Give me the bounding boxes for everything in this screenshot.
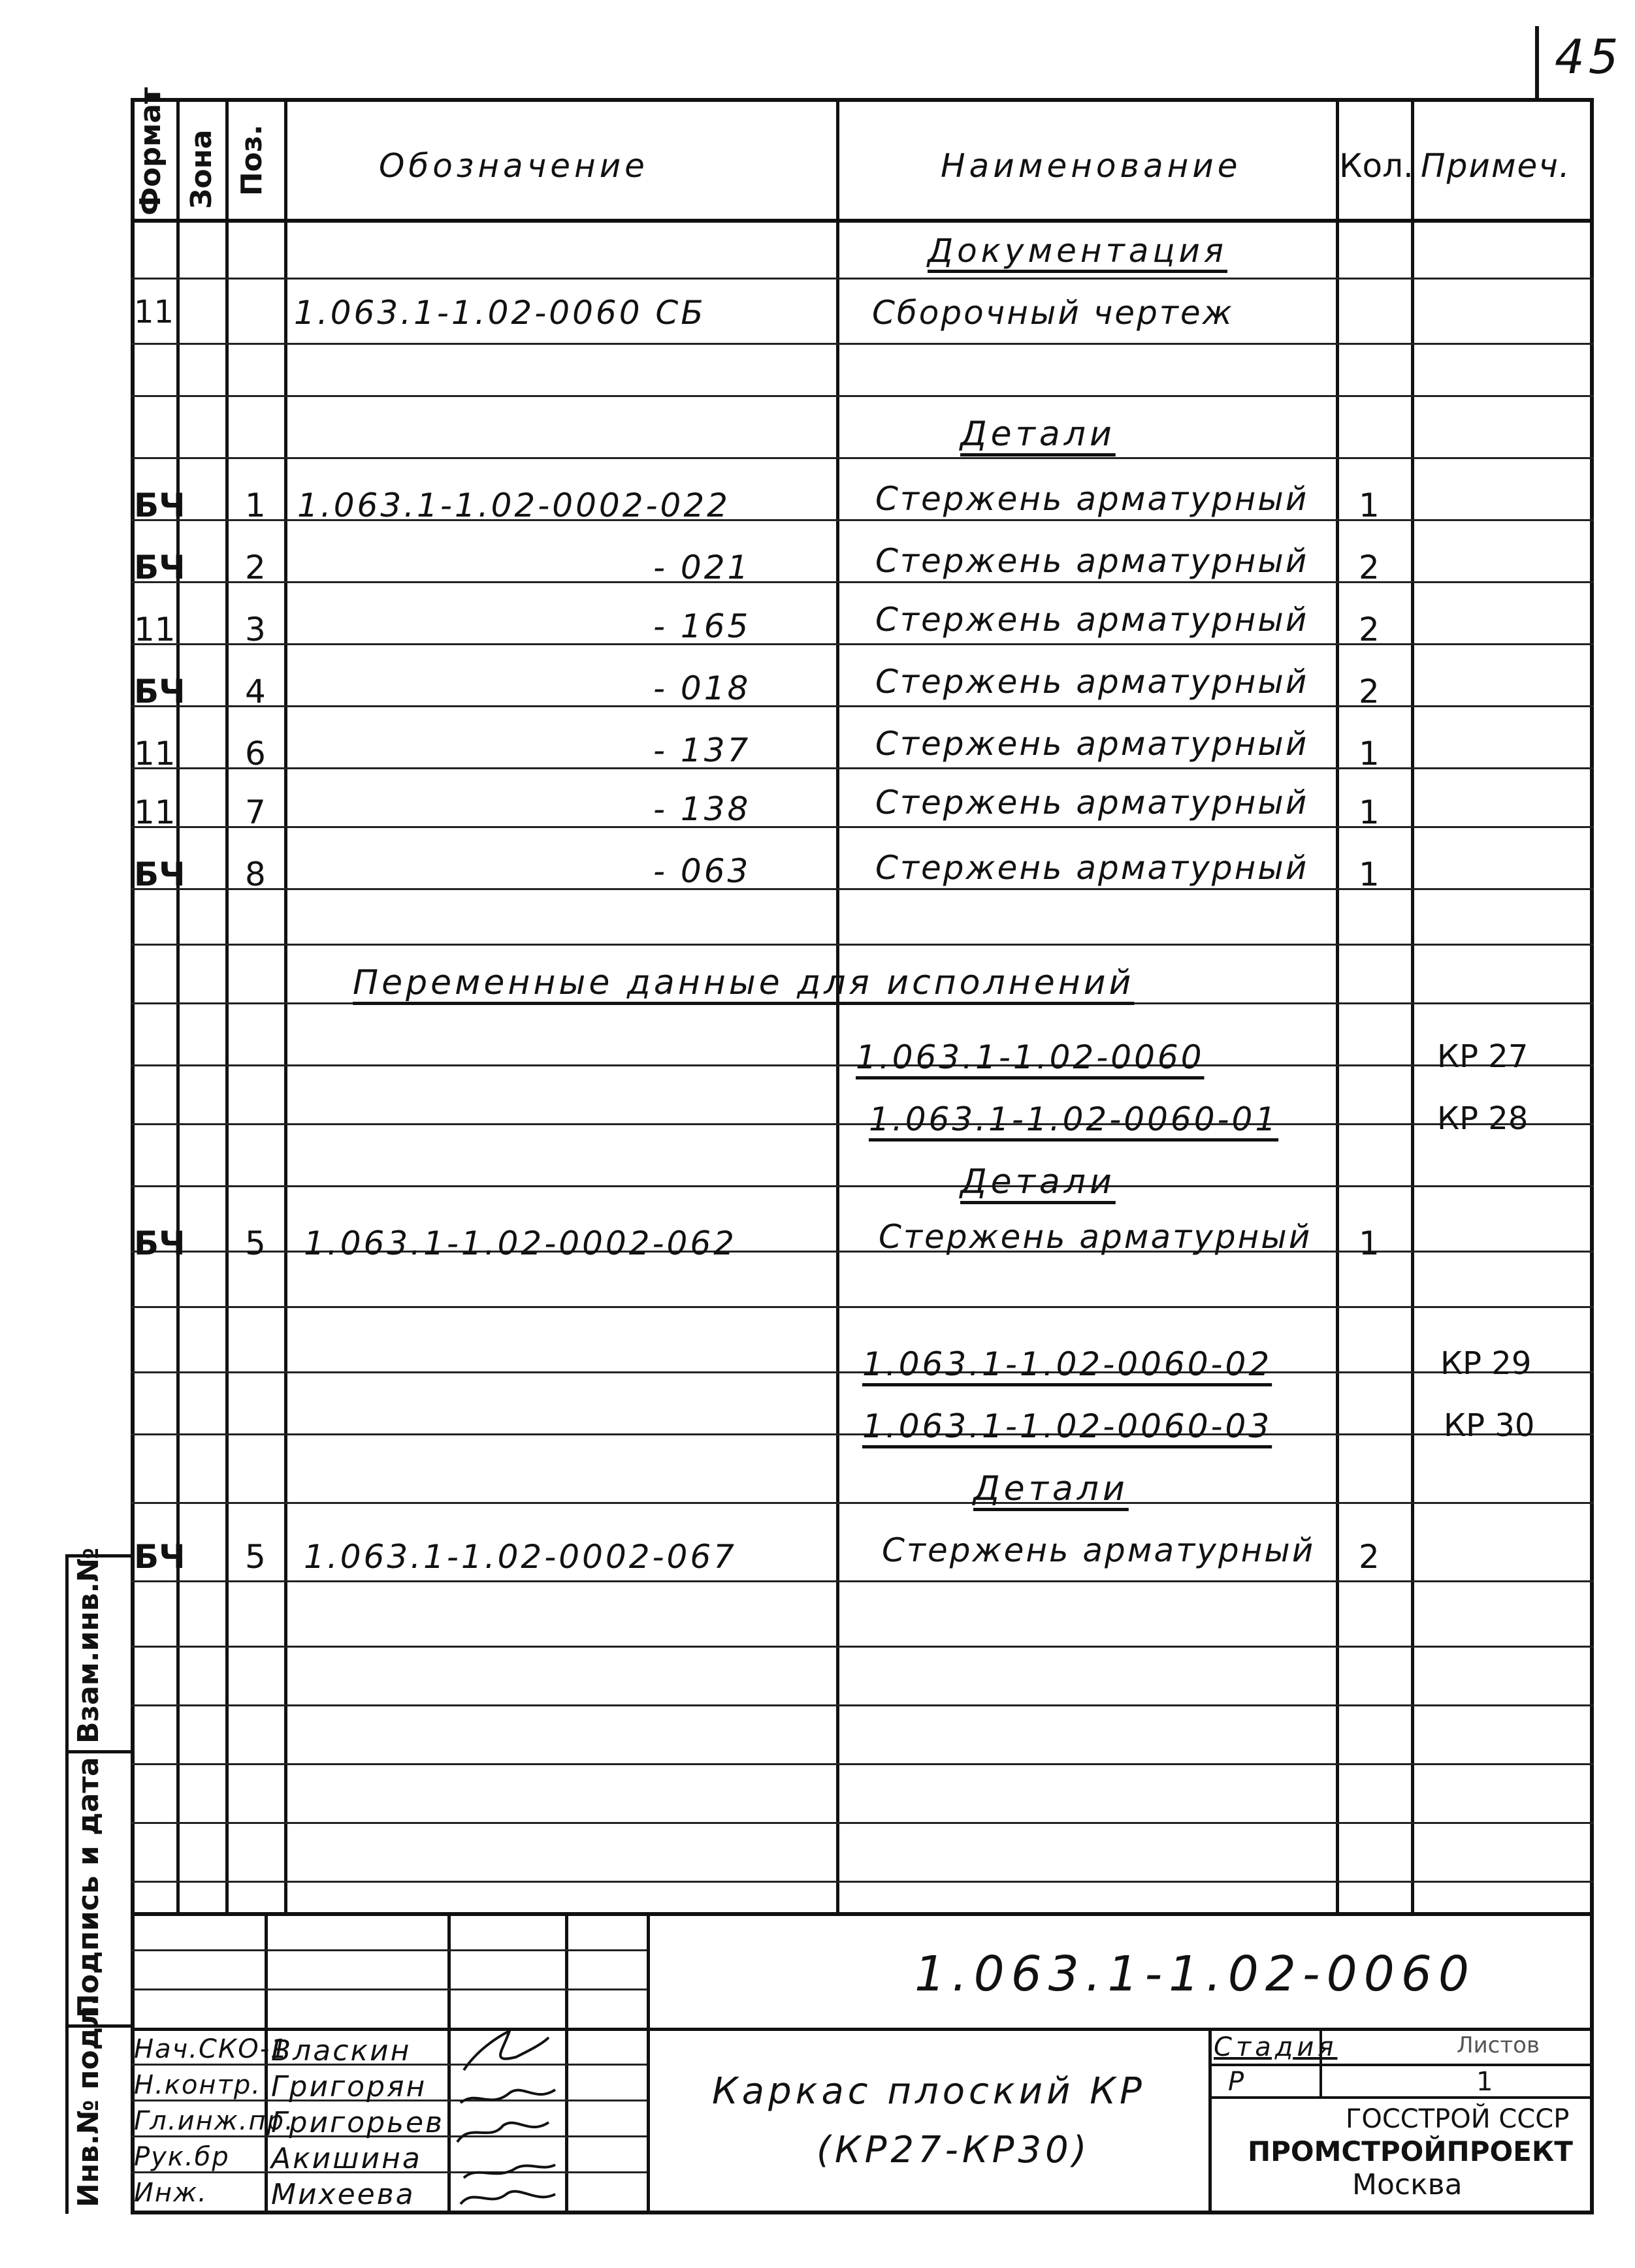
row-qty: 2 [1359, 549, 1380, 586]
signatures-image [451, 2011, 565, 2211]
col-divider-pos [225, 98, 229, 1913]
row-qty: 1 [1359, 735, 1380, 773]
variant-code: 1.063.1-1.02-0060-01 [869, 1100, 1279, 1138]
header-note: Примеч. [1421, 147, 1571, 185]
variant-code: 1.063.1-1.02-0060-02 [862, 1345, 1272, 1383]
row-format: БЧ [134, 487, 186, 524]
sheet-label: Листов [1457, 2032, 1540, 2058]
row-qty: 1 [1359, 793, 1380, 831]
row-separator [131, 1580, 1594, 1582]
row-qty: 1 [1359, 855, 1380, 893]
row-separator [131, 1002, 1594, 1004]
header-divider [131, 219, 1594, 223]
row-name: Стержень арматурный [875, 849, 1309, 887]
col-divider-name [836, 98, 839, 1913]
page-number-divider [1535, 26, 1539, 98]
variable-data-heading: Переменные данные для исполнений [353, 963, 1135, 1002]
row-pos: 5 [245, 1224, 266, 1262]
header-pos: Поз. [235, 124, 268, 196]
row-format: 11 [134, 735, 176, 773]
variant-code: 1.063.1-1.02-0060-03 [862, 1407, 1272, 1445]
variant-note: КР 29 [1440, 1345, 1532, 1382]
section-documentation: Документация [928, 232, 1227, 270]
tb-row-line [131, 1988, 647, 1990]
staff-name: Власкин [271, 2034, 412, 2068]
row-separator [131, 278, 1594, 280]
col-divider-zone [176, 98, 180, 1913]
tb-col-sign [565, 1912, 568, 2212]
doc-title-line1: Каркас плоский КР [712, 2070, 1146, 2113]
tb-stage-bottom [1208, 2096, 1594, 2099]
staff-role: Нач.СКО-1 [134, 2034, 289, 2064]
row-name: Стержень арматурный [875, 725, 1309, 763]
row-pos: 5 [245, 1538, 266, 1576]
row-format: 11 [134, 611, 176, 648]
row-format: 11 [134, 793, 176, 831]
row-separator [131, 944, 1594, 946]
row-designation: - 137 [653, 731, 751, 769]
variant-note: КР 28 [1437, 1100, 1529, 1137]
row-pos: 1 [245, 487, 266, 524]
row-format: БЧ [134, 1538, 186, 1576]
row-designation: - 138 [653, 790, 751, 828]
staff-name: Михеева [271, 2178, 415, 2211]
row-format: БЧ [134, 673, 186, 711]
section-details: Детали [960, 1162, 1116, 1202]
row-separator [131, 1646, 1594, 1648]
row-format: БЧ [134, 855, 186, 893]
row-separator [131, 1185, 1594, 1187]
tb-title-sep [647, 2028, 1594, 2031]
row-separator [131, 343, 1594, 345]
row-qty: 2 [1359, 611, 1380, 648]
row-separator [131, 1822, 1594, 1824]
row-separator [131, 1704, 1594, 1706]
frame-top [131, 98, 1594, 102]
side-label-vzam: Взам.инв.№ [72, 1547, 105, 1744]
row-format: БЧ [134, 549, 186, 586]
row-qty: 1 [1359, 487, 1380, 524]
org-line3: Москва [1352, 2168, 1463, 2201]
row-pos: 2 [245, 549, 266, 586]
tb-row-line [131, 1949, 647, 1951]
staff-name: Григорян [271, 2070, 427, 2103]
row-separator [131, 1123, 1594, 1125]
header-zone: Зона [185, 129, 218, 209]
row-qty: 2 [1359, 1538, 1380, 1576]
row-name: Стержень арматурный [875, 784, 1309, 822]
col-divider-note [1411, 98, 1414, 1913]
row-name: Стержень арматурный [882, 1531, 1316, 1569]
row-separator [131, 395, 1594, 397]
row-designation: - 063 [653, 852, 751, 890]
row-name: Стержень арматурный [875, 542, 1309, 580]
row-designation: - 018 [653, 669, 751, 707]
row-designation: - 021 [653, 549, 751, 586]
doc-code: 1.063.1-1.02-0060 [915, 1946, 1476, 2002]
row-name: Стержень арматурный [879, 1218, 1312, 1256]
row-name: Стержень арматурный [875, 663, 1309, 701]
staff-role: Н.контр. [134, 2070, 261, 2100]
row-separator [131, 1881, 1594, 1883]
header-format: Формат [134, 87, 167, 216]
row-pos: 6 [245, 735, 266, 773]
title-block-top [131, 1912, 1594, 1916]
stage-value: Р [1228, 2067, 1244, 2097]
row-pos: 4 [245, 673, 266, 711]
staff-name: Григорьев [271, 2106, 444, 2139]
section-details: Детали [960, 415, 1116, 454]
doc-title-line2: (КР27-КР30) [817, 2129, 1091, 2171]
row-separator [131, 1502, 1594, 1504]
row-qty: 2 [1359, 673, 1380, 711]
side-label-podpis: Подпись и дата [72, 1757, 105, 2018]
frame-left [131, 98, 135, 2214]
side-stamp-sep1 [65, 1750, 131, 1753]
frame-right [1590, 98, 1594, 2214]
col-divider-qty [1336, 98, 1339, 1913]
page-number: 45 [1555, 29, 1623, 84]
row-designation: 1.063.1-1.02-0002-062 [304, 1224, 737, 1262]
org-line2: ПРОМСТРОЙПРОЕКТ [1248, 2135, 1573, 2167]
row-designation: 1.063.1-1.02-0002-067 [304, 1538, 737, 1576]
variant-code: 1.063.1-1.02-0060 [856, 1038, 1205, 1076]
row-designation: 1.063.1-1.02-0060 СБ [294, 294, 706, 332]
row-designation: 1.063.1-1.02-0002-022 [297, 487, 730, 524]
row-qty: 1 [1359, 1224, 1380, 1262]
header-name: Наименование [941, 147, 1242, 185]
row-pos: 7 [245, 793, 266, 831]
section-details: Детали [973, 1469, 1129, 1509]
stage-label: Стадия [1214, 2032, 1338, 2062]
side-stamp-left [65, 1554, 69, 2214]
staff-role: Инж. [134, 2178, 208, 2208]
row-format: БЧ [134, 1224, 186, 1262]
col-divider-designation [284, 98, 287, 1913]
org-line1: ГОССТРОЙ СССР [1346, 2104, 1570, 2134]
row-pos: 8 [245, 855, 266, 893]
sheet-value: 1 [1476, 2067, 1493, 2097]
row-format: 11 [134, 294, 174, 330]
row-separator [131, 1306, 1594, 1308]
row-name: Стержень арматурный [875, 601, 1309, 639]
row-pos: 3 [245, 611, 266, 648]
row-separator [131, 1763, 1594, 1765]
variant-note: КР 27 [1437, 1038, 1529, 1075]
side-label-inv-podl: Инв.№ подл. [72, 1994, 105, 2207]
row-name: Сборочный чертеж [872, 294, 1234, 332]
staff-name: Акишина [271, 2142, 422, 2175]
header-designation: Обозначение [379, 147, 649, 185]
row-separator [131, 457, 1594, 459]
staff-role: Гл.инж.пр. [134, 2106, 295, 2136]
tb-col-org [1208, 2028, 1212, 2214]
header-qty: Кол. [1339, 147, 1414, 185]
tb-col-date [647, 1912, 650, 2212]
row-designation: - 165 [653, 607, 751, 645]
tb-row-line [131, 2028, 647, 2031]
row-name: Стержень арматурный [875, 480, 1309, 518]
variant-note: КР 30 [1444, 1407, 1535, 1444]
staff-role: Рук.бр [134, 2142, 230, 2172]
tb-stage-sep [1208, 2064, 1594, 2066]
